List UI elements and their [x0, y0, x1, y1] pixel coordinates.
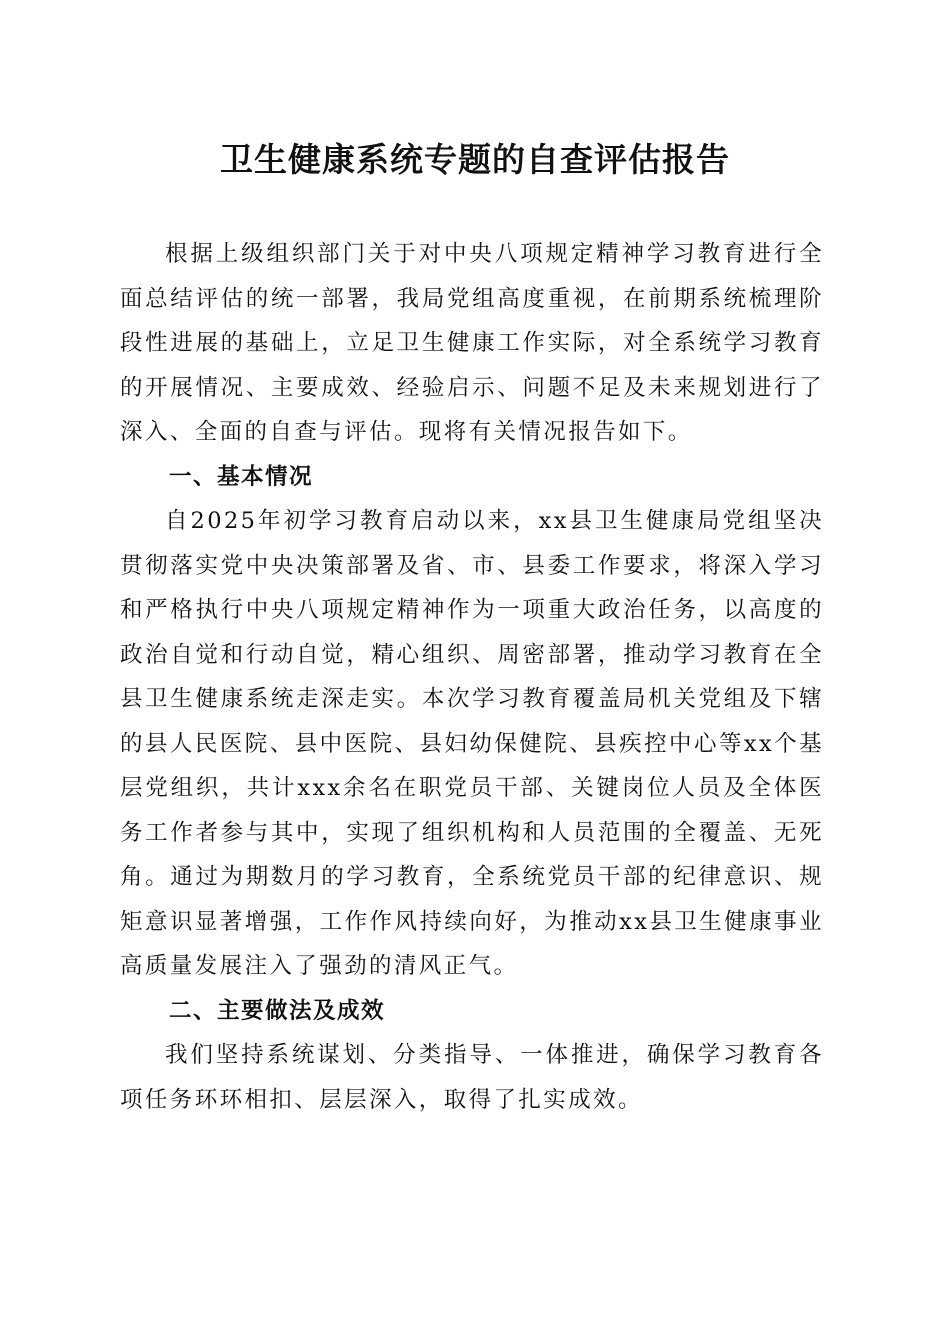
document-body — [120, 232, 824, 1122]
section-heading-main-practices: 二、主要做法及成效 — [169, 997, 386, 1024]
intro-paragraph: 根据上级组织部门关于对中央八项规定精神学习教育进行全面总结评估的统一部署，我局党组高度重视，在前期系统梳理阶段性进展的基础上，立足卫生健康工作实际，对全系统学习教育的开展情况、主要成效、经验启示、问题不足及未来规划进行了深入、全面的自查与评估。现将有关情况报告如下。 — [120, 241, 824, 445]
basic-situation-paragraph: 自2025年初学习教育启动以来，xx县卫生健康局党组坚决贯彻落实党中央决策部署及省、市、县委工作要求，将深入学习和严格执行中央八项规定精神作为一项重大政治任务，以高度的政治自觉和行动自觉，精心组织、周密部署，推动学习教育在全县卫生健康系统走深走实。本次学习教育覆盖局机关党组及下辖的县人民医院、县中医院、县妇幼保健院、县疾控中心等xx个基层党组织，共计xxx余名在职党员干部、关键岗位人员及全体医务工作者参与其中，实现了组织机构和人员范围的全覆盖、无死角。通过为期数月的学习教育，全系统党员干部的纪律意识、规矩意识显著增强，工作作风持续向好，为推动xx县卫生健康事业高质量发展注入了强劲的清风正气。 — [120, 508, 824, 979]
section-heading-basic-situation: 一、基本情况 — [169, 463, 314, 490]
document-title: 卫生健康系统专题的自查评估报告 — [220, 140, 730, 179]
main-practices-paragraph: 我们坚持系统谋划、分类指导、一体推进，确保学习教育各项任务环环相扣、层层深入，取得了扎实成效。 — [120, 1042, 824, 1113]
